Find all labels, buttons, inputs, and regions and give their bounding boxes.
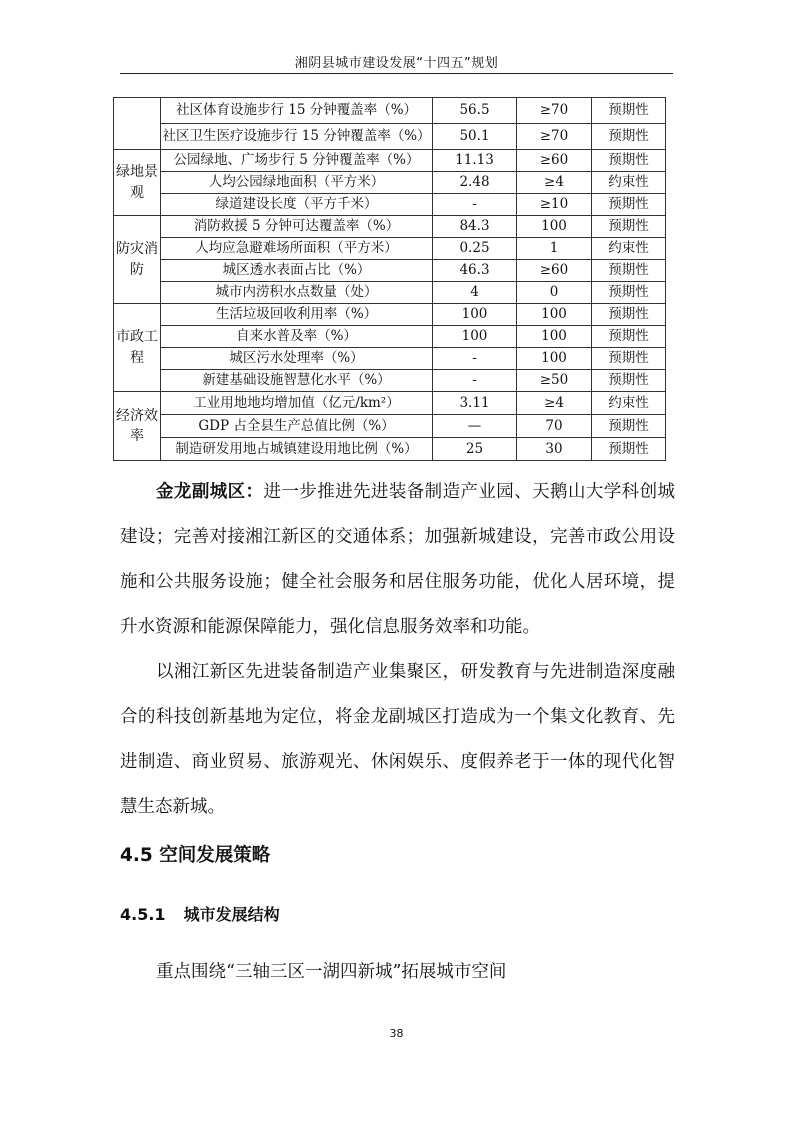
target-value-cell: ≥10	[517, 194, 592, 216]
attribute-cell: 预期性	[592, 216, 666, 238]
target-value-cell: ≥60	[517, 260, 592, 282]
current-value-cell: 84.3	[433, 216, 517, 238]
current-value-cell: 25	[433, 438, 517, 461]
target-value-cell: ≥4	[517, 392, 592, 415]
target-value-cell: 1	[517, 238, 592, 260]
attribute-cell: 预期性	[592, 282, 666, 304]
header-divider	[120, 73, 673, 74]
attribute-cell: 预期性	[592, 438, 666, 461]
target-value-cell: 100	[517, 304, 592, 326]
current-value-cell: 4	[433, 282, 517, 304]
attribute-cell: 预期性	[592, 124, 666, 150]
indicator-cell: 自来水普及率（%）	[161, 326, 433, 348]
current-value-cell: 100	[433, 304, 517, 326]
target-value-cell: 70	[517, 415, 592, 438]
attribute-cell: 预期性	[592, 98, 666, 124]
table-row	[114, 304, 666, 326]
current-value-cell: 11.13	[433, 150, 517, 172]
indicator-cell: 城区污水处理率（%）	[161, 348, 433, 370]
target-value-cell: 0	[517, 282, 592, 304]
current-value-cell: 56.5	[433, 98, 517, 124]
indicator-cell: 公园绿地、广场步行 5 分钟覆盖率（%）	[161, 150, 433, 172]
indicator-cell: 新建基础设施智慧化水平（%）	[161, 370, 433, 392]
target-value-cell: ≥70	[517, 124, 592, 150]
category-cell: 防灾消防	[114, 216, 161, 304]
indicator-cell: 人均公园绿地面积（平方米）	[161, 172, 433, 194]
attribute-cell: 预期性	[592, 304, 666, 326]
indicator-cell: 制造研发用地占城镇建设用地比例（%）	[161, 438, 433, 461]
current-value-cell: 100	[433, 326, 517, 348]
table-row	[114, 348, 666, 370]
indicator-table	[113, 97, 666, 461]
indicator-cell: 社区体育设施步行 15 分钟覆盖率（%）	[161, 98, 433, 124]
indicator-cell: GDP 占全县生产总值比例（%）	[161, 415, 433, 438]
current-value-cell: 46.3	[433, 260, 517, 282]
indicator-cell: 城区透水表面占比（%）	[161, 260, 433, 282]
subsection-heading	[120, 902, 280, 925]
table-row	[114, 238, 666, 260]
category-cell	[114, 98, 161, 150]
subsection-title: 城市发展结构	[183, 905, 280, 924]
table-row	[114, 438, 666, 461]
category-cell: 绿地景观	[114, 150, 161, 216]
target-value-cell: ≥4	[517, 172, 592, 194]
table-row	[114, 150, 666, 172]
target-value-cell: ≥70	[517, 98, 592, 124]
target-value-cell: 100	[517, 216, 592, 238]
attribute-cell: 预期性	[592, 348, 666, 370]
indicator-cell: 社区卫生医疗设施步行 15 分钟覆盖率（%）	[161, 124, 433, 150]
table-row	[114, 194, 666, 216]
positioning-paragraph: 以湘江新区先进装备制造产业集聚区，研发教育与先进制造深度融合的科技创新基地为定位，将金龙副城区打造成为一个集文化教育、先进制造、商业贸易、旅游观光、休闲娱乐、度假养老于一体的现代化智慧生态新城。	[120, 662, 675, 817]
table-row	[114, 415, 666, 438]
target-value-cell: 30	[517, 438, 592, 461]
structure-sentence: 重点围绕“三轴三区一湖四新城”拓展城市空间	[156, 962, 507, 982]
paragraph-lead: 金龙副城区：	[156, 482, 264, 502]
table-row	[114, 326, 666, 348]
page-number: 38	[389, 1027, 404, 1040]
table-row	[114, 98, 666, 124]
table-row	[114, 216, 666, 238]
attribute-cell: 预期性	[592, 194, 666, 216]
table-row	[114, 124, 666, 150]
attribute-cell: 预期性	[592, 150, 666, 172]
current-value-cell: 0.25	[433, 238, 517, 260]
current-value-cell: 3.11	[433, 392, 517, 415]
table-row	[114, 172, 666, 194]
target-value-cell: ≥50	[517, 370, 592, 392]
table-row	[114, 260, 666, 282]
current-value-cell: -	[433, 370, 517, 392]
paragraph-body: 进一步推进先进装备制造产业园、天鹅山大学科创城建设；完善对接湘江新区的交通体系；加强新城建设，完善市政公用设施和公共服务设施；健全社会服务和居住服务功能，优化人居环境，提升水资源和能源保障能力，强化信息服务效率和功能。	[120, 482, 676, 637]
category-cell: 市政工程	[114, 304, 161, 392]
target-value-cell: 100	[517, 348, 592, 370]
running-header-title: 湘阴县城市建设发展“十四五”规划	[294, 56, 499, 71]
indicator-cell: 绿道建设长度（平方千米）	[161, 194, 433, 216]
attribute-cell: 预期性	[592, 260, 666, 282]
subsection-number: 4.5.1	[120, 905, 166, 924]
current-value-cell: —	[433, 415, 517, 438]
indicator-cell: 工业用地地均增加值（亿元/km²）	[161, 392, 433, 415]
current-value-cell: -	[433, 348, 517, 370]
indicator-cell: 城市内涝积水点数量（处）	[161, 282, 433, 304]
table-row	[114, 392, 666, 415]
current-value-cell: 50.1	[433, 124, 517, 150]
attribute-cell: 约束性	[592, 172, 666, 194]
target-value-cell: ≥60	[517, 150, 592, 172]
indicator-cell: 人均应急避难场所面积（平方米）	[161, 238, 433, 260]
section-heading: 4.5 空间发展策略	[120, 845, 271, 866]
attribute-cell: 约束性	[592, 238, 666, 260]
indicator-cell: 生活垃圾回收利用率（%）	[161, 304, 433, 326]
attribute-cell: 预期性	[592, 326, 666, 348]
attribute-cell: 预期性	[592, 370, 666, 392]
attribute-cell: 约束性	[592, 392, 666, 415]
current-value-cell: -	[433, 194, 517, 216]
jinlong-subcity-paragraph	[120, 470, 675, 650]
table-row	[114, 370, 666, 392]
indicator-cell: 消防救援 5 分钟可达覆盖率（%）	[161, 216, 433, 238]
attribute-cell: 预期性	[592, 415, 666, 438]
category-cell: 经济效率	[114, 392, 161, 461]
target-value-cell: 100	[517, 326, 592, 348]
current-value-cell: 2.48	[433, 172, 517, 194]
table-row	[114, 282, 666, 304]
